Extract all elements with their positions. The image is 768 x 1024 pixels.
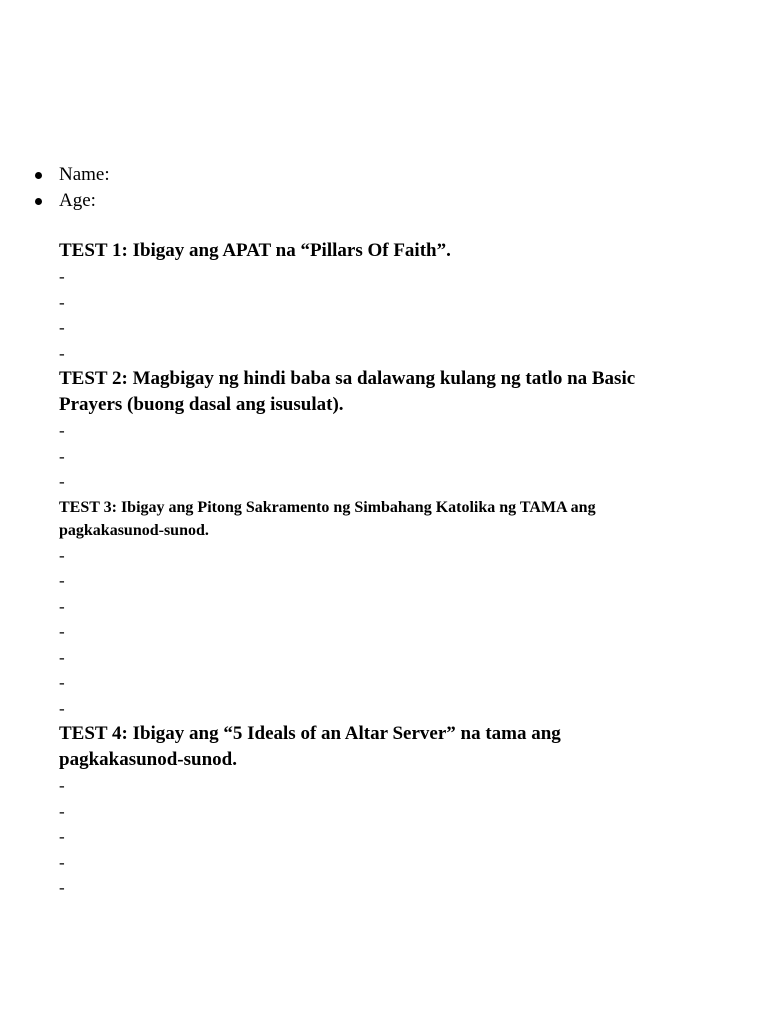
tests-section — [59, 238, 659, 901]
bullet-icon — [35, 198, 42, 205]
answer-line: - — [59, 318, 65, 337]
bullet-icon — [35, 172, 42, 179]
student-info-list — [0, 162, 110, 214]
answer-line: - — [59, 421, 65, 440]
test-2 — [59, 366, 659, 495]
test-3-heading: TEST 3: Ibigay ang Pitong Sakramento ng Simbahang Katolika ng TAMA ang pagkakasunod-sunod. — [59, 498, 596, 539]
answer-line: - — [59, 545, 65, 565]
answer-line: - — [59, 446, 65, 466]
age-field — [0, 188, 110, 214]
name-field — [0, 162, 110, 188]
answer-line: - — [59, 596, 65, 616]
answer-line: - — [59, 852, 65, 872]
answer-line: - — [59, 647, 65, 667]
answer-line: - — [59, 472, 65, 491]
answer-line: - — [59, 698, 65, 718]
test-2-heading: TEST 2: Magbigay ng hindi baba sa dalawang kulang ng tatlo na Basic Prayers (buong dasal ang isusulat). — [59, 368, 636, 415]
answer-line: - — [59, 267, 65, 286]
answer-line: - — [59, 801, 65, 821]
answer-line: - — [59, 878, 65, 897]
test-3 — [59, 496, 659, 722]
answer-line: - — [59, 622, 65, 641]
test-1-heading: TEST 1: Ibigay ang APAT na “Pillars Of Faith”. — [59, 240, 451, 261]
answer-line: - — [59, 343, 65, 363]
answer-line: - — [59, 776, 65, 795]
age-label: Age: — [59, 190, 96, 211]
test-4-heading: TEST 4: Ibigay ang “5 Ideals of an Altar Server” na tama ang pagkakasunod-sunod. — [59, 723, 561, 770]
name-label: Name: — [59, 164, 110, 185]
answer-line: - — [59, 673, 65, 692]
answer-line: - — [59, 292, 65, 312]
test-1 — [59, 238, 659, 366]
answer-line: - — [59, 571, 65, 590]
test-4 — [59, 721, 659, 901]
answer-line: - — [59, 827, 65, 846]
